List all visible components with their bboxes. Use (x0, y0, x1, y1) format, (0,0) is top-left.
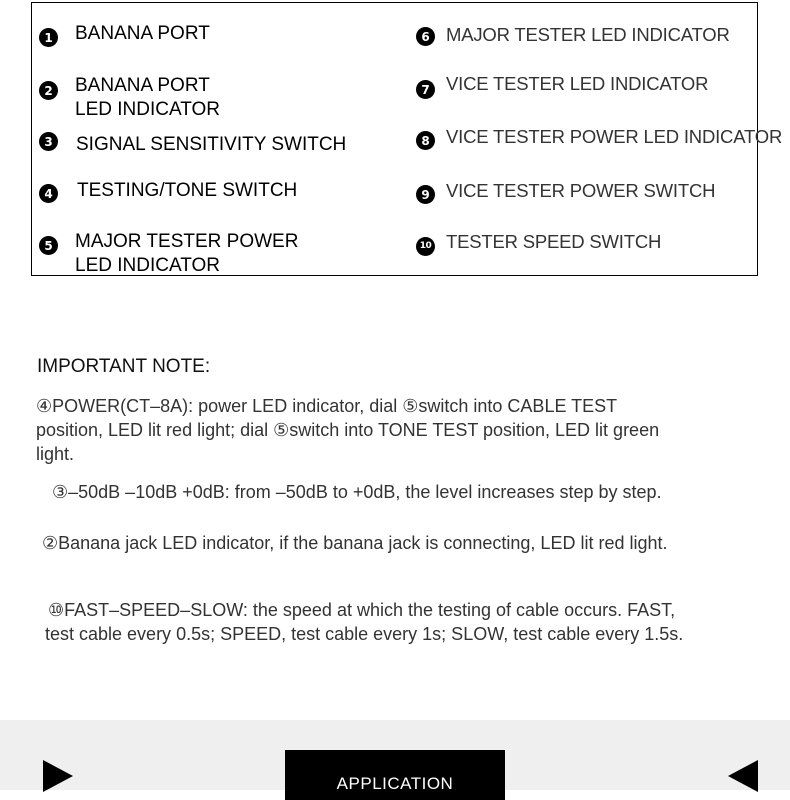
note-power-line3: light. (36, 444, 75, 464)
play-right-icon[interactable] (43, 760, 73, 792)
number-1-badge: 1 (39, 28, 58, 47)
note-speed-line2: test cable every 0.5s; SPEED, test cable every 1s; SLOW, test cable every 1.5s. (45, 624, 684, 644)
legend-label-10: TESTER SPEED SWITCH (446, 231, 662, 252)
number-2-badge: 2 (39, 81, 58, 100)
number-9-badge: 9 (416, 185, 435, 204)
legend-label-2-line1: BANANA PORT (75, 75, 210, 96)
application-button[interactable] (285, 750, 505, 800)
important-note-title: IMPORTANT NOTE: (37, 356, 211, 377)
legend-label-9: VICE TESTER POWER SWITCH (446, 180, 716, 201)
legend-label-1: BANANA PORT (75, 23, 210, 44)
legend-label-5-line2: LED INDICATOR (75, 255, 220, 276)
play-left-icon[interactable] (728, 760, 758, 792)
number-10-badge: 10 (416, 237, 435, 256)
application-button-label: APPLICATION (336, 774, 454, 793)
legend-label-8: VICE TESTER POWER LED INDICATOR (446, 126, 783, 147)
number-6-badge: 6 (416, 27, 435, 46)
footer-bar (0, 720, 790, 793)
legend-label-4: TESTING/TONE SWITCH (77, 180, 298, 201)
note-sensitivity: ③–50dB –10dB +0dB: from –50dB to +0dB, the level increases step by step. (52, 482, 662, 502)
legend-label-2-line2: LED INDICATOR (75, 99, 220, 120)
legend-label-5-line1: MAJOR TESTER POWER (75, 231, 299, 252)
number-7-badge: 7 (416, 80, 435, 99)
number-3-badge: 3 (39, 132, 58, 151)
note-banana-jack: ②Banana jack LED indicator, if the banana jack is connecting, LED lit red light. (42, 533, 668, 553)
legend-label-3: SIGNAL SENSITIVITY SWITCH (76, 134, 347, 155)
note-speed-line1: ⑩FAST–SPEED–SLOW: the speed at which the testing of cable occurs. FAST, (48, 600, 676, 620)
legend-label-7: VICE TESTER LED INDICATOR (446, 73, 709, 94)
note-power-line1: ④POWER(CT–8A): power LED indicator, dial ⑤switch into CABLE TEST (36, 396, 618, 416)
note-power-line2: position, LED lit red light; dial ⑤switch into TONE TEST position, LED lit green (36, 420, 660, 440)
number-4-badge: 4 (39, 184, 58, 203)
legend-label-6: MAJOR TESTER LED INDICATOR (446, 24, 730, 45)
number-5-badge: 5 (39, 236, 58, 255)
number-8-badge: 8 (416, 131, 435, 150)
